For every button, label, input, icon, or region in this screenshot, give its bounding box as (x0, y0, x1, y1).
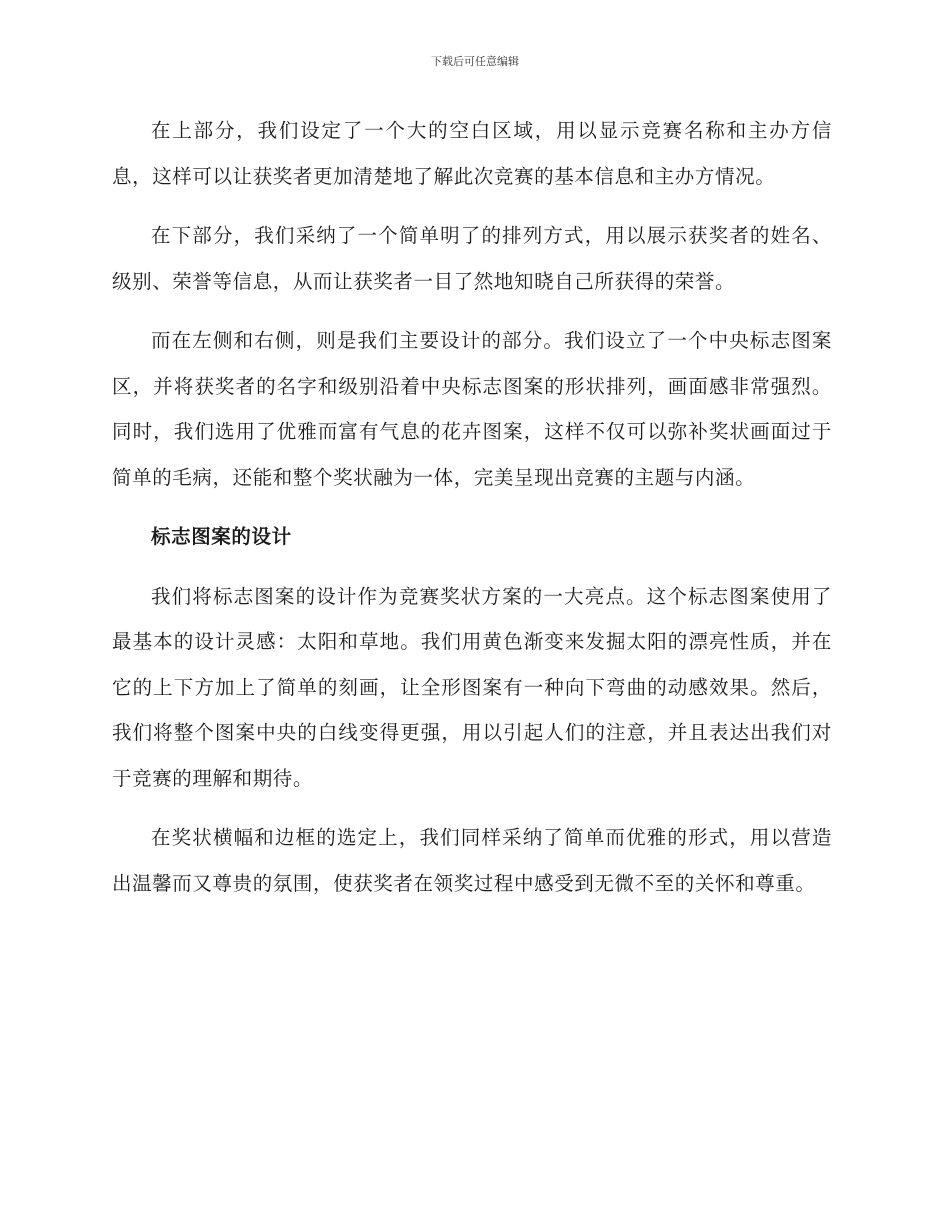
page-header: 下载后可任意编辑 (431, 55, 519, 68)
paragraph-banner-border: 在奖状横幅和边框的选定上，我们同样采纳了简单而优雅的形式，用以营造出温馨而又尊贵的氛围，使获奖者在领奖过程中感受到无微不至的关怀和尊重。 (112, 826, 832, 895)
paragraph-top-section: 在上部分，我们设定了一个大的空白区域，用以显示竞赛名称和主办方信息，这样可以让获奖者更加清楚地了解此次竞赛的基本信息和主办方情况。 (112, 119, 832, 188)
paragraph-bottom-section: 在下部分，我们采纳了一个简单明了的排列方式，用以展示获奖者的姓名、级别、荣誉等信息，从而让获奖者一目了然地知晓自己所获得的荣誉。 (112, 224, 832, 293)
section-heading: 标志图案的设计 (151, 525, 292, 548)
paragraph-logo-design: 我们将标志图案的设计作为竞赛奖状方案的一大亮点。这个标志图案使用了最基本的设计灵感：太阳和草地。我们用黄色渐变来发掘太阳的漂亮性质，并在它的上下方加上了简单的刻画，让全形图案有一种向下弯曲的动感效果。然后，我们将整个图案中央的白线变得更强，用以引起人们的注意，并且表达出我们对于竞赛的理解和期待。 (112, 584, 832, 790)
document-body (112, 108, 832, 920)
paragraph-side-sections: 而在左侧和右侧，则是我们主要设计的部分。我们设立了一个中央标志图案区，并将获奖者的名字和级别沿着中央标志图案的形状排列，画面感非常强烈。同时，我们选用了优雅而富有气息的花卉图案，这样不仅可以弥补奖状画面过于简单的毛病，还能和整个奖状融为一体，完美呈现出竞赛的主题与内涵。 (112, 329, 832, 489)
